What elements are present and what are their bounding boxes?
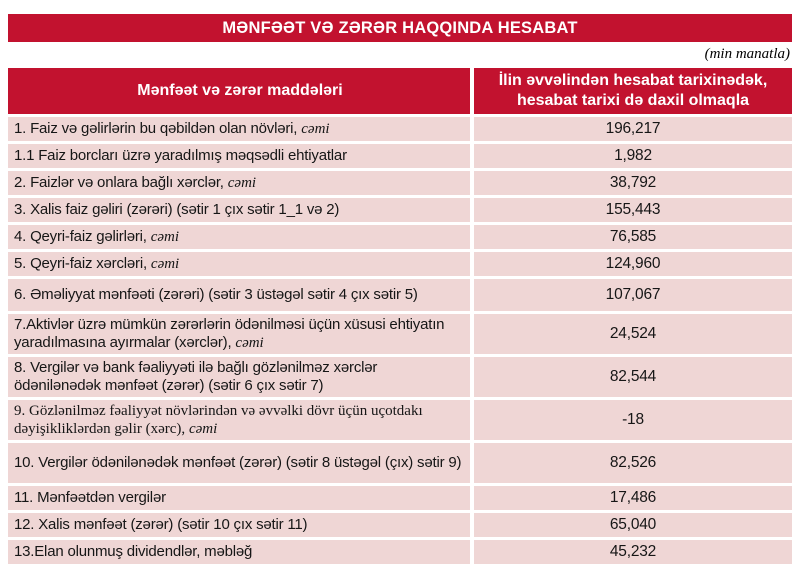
table-header-row: [8, 68, 792, 114]
row-label-emphasis: cəmi: [150, 229, 180, 245]
row-value: 196,217: [474, 117, 792, 141]
row-value: 65,040: [474, 513, 792, 537]
row-label: 6. Əməliyyat mənfəəti (zərəri) (sətir 3 üstəgəl sətir 4 çıx sətir 5): [14, 286, 418, 303]
table-row-2: [8, 171, 792, 195]
column-header-value-line1: İlin əvvəlindən hesabat tarixinədək,: [498, 72, 768, 89]
table-row-12: [8, 513, 792, 537]
row-label-emphasis: cəmi: [235, 335, 264, 351]
table-row-3: [8, 198, 792, 222]
row-value: -18: [474, 400, 792, 440]
row-label-emphasis: cəmi: [188, 421, 218, 437]
table-row-9: [8, 400, 792, 440]
row-label: 10. Vergilər ödənilənədək mənfəət (zərər) (sətir 8 üstəgəl (çıx) sətir 9): [14, 454, 462, 471]
table-row-6: [8, 279, 792, 311]
column-header-value: [474, 68, 792, 114]
row-value: 82,526: [474, 443, 792, 483]
row-label: 8. Vergilər və bank fəaliyyəti ilə bağlı gözlənilməz xərclər ödənilənədək mənfəət (zərər) (sətir 6 çıx sətir 7): [14, 359, 378, 394]
row-label: 1.1 Faiz borcları üzrə yaradılmış məqsədli ehtiyatlar: [14, 147, 347, 164]
row-label: 12. Xalis mənfəət (zərər) (sətir 10 çıx sətir 11): [14, 516, 308, 533]
row-label-emphasis: cəmi: [301, 121, 330, 137]
column-header-items-label: Mənfəət və zərər maddələri: [137, 82, 343, 99]
row-label: 3. Xalis faiz gəliri (zərəri) (sətir 1 çıx sətir 1_1 və 2): [14, 201, 340, 218]
row-value: 38,792: [474, 171, 792, 195]
row-value: 76,585: [474, 225, 792, 249]
row-label: 1. Faiz və gəlirlərin bu qəbildən olan növləri,: [14, 120, 302, 137]
table-row-7: [8, 314, 792, 354]
column-header-items: [8, 68, 470, 114]
row-label-emphasis: cəmi: [227, 175, 257, 191]
row-value: 124,960: [474, 252, 792, 276]
row-value: 1,982: [474, 144, 792, 168]
table-row-1: [8, 117, 792, 141]
row-value: 24,524: [474, 314, 792, 354]
column-header-value-line2: hesabat tarixi də daxil olmaqla: [516, 92, 750, 109]
row-value: 107,067: [474, 279, 792, 311]
row-label: 11. Mənfəətdən vergilər: [14, 489, 166, 506]
unit-note: (min manatla): [704, 46, 790, 62]
row-label: 5. Qeyri-faiz xərcləri,: [14, 255, 151, 272]
report-title-bar: [8, 14, 792, 42]
table-row-13: [8, 540, 792, 564]
table-row-5: [8, 252, 792, 276]
row-value: 17,486: [474, 486, 792, 510]
row-label: 7.Aktivlər üzrə mümkün zərərlərin ödənilməsi üçün xüsusi ehtiyatın yaradılmasına ayırmalar (xərclər),: [14, 316, 445, 351]
row-value: 155,443: [474, 198, 792, 222]
table-row-11: [8, 486, 792, 510]
row-value: 82,544: [474, 357, 792, 397]
row-label: 9. Gözlənilməz fəaliyyət növlərindən və əvvəlki dövr üçün uçotdakı dəyişikliklərdən gəlir (xərc),: [14, 403, 423, 437]
report-title: MƏNFƏƏT VƏ ZƏRƏR HAQQINDA HESABAT: [222, 18, 578, 37]
row-label: 13.Elan olunmuş dividendlər, məbləğ: [14, 543, 253, 560]
table-row-8: [8, 357, 792, 397]
table-row-10: [8, 443, 792, 483]
table-row-1-1: [8, 144, 792, 168]
row-label: 4. Qeyri-faiz gəlirləri,: [14, 228, 151, 245]
row-value: 45,232: [474, 540, 792, 564]
table-row-4: [8, 225, 792, 249]
row-label-emphasis: cəmi: [150, 256, 180, 272]
row-label: 2. Faizlər və onlara bağlı xərclər,: [14, 174, 228, 191]
